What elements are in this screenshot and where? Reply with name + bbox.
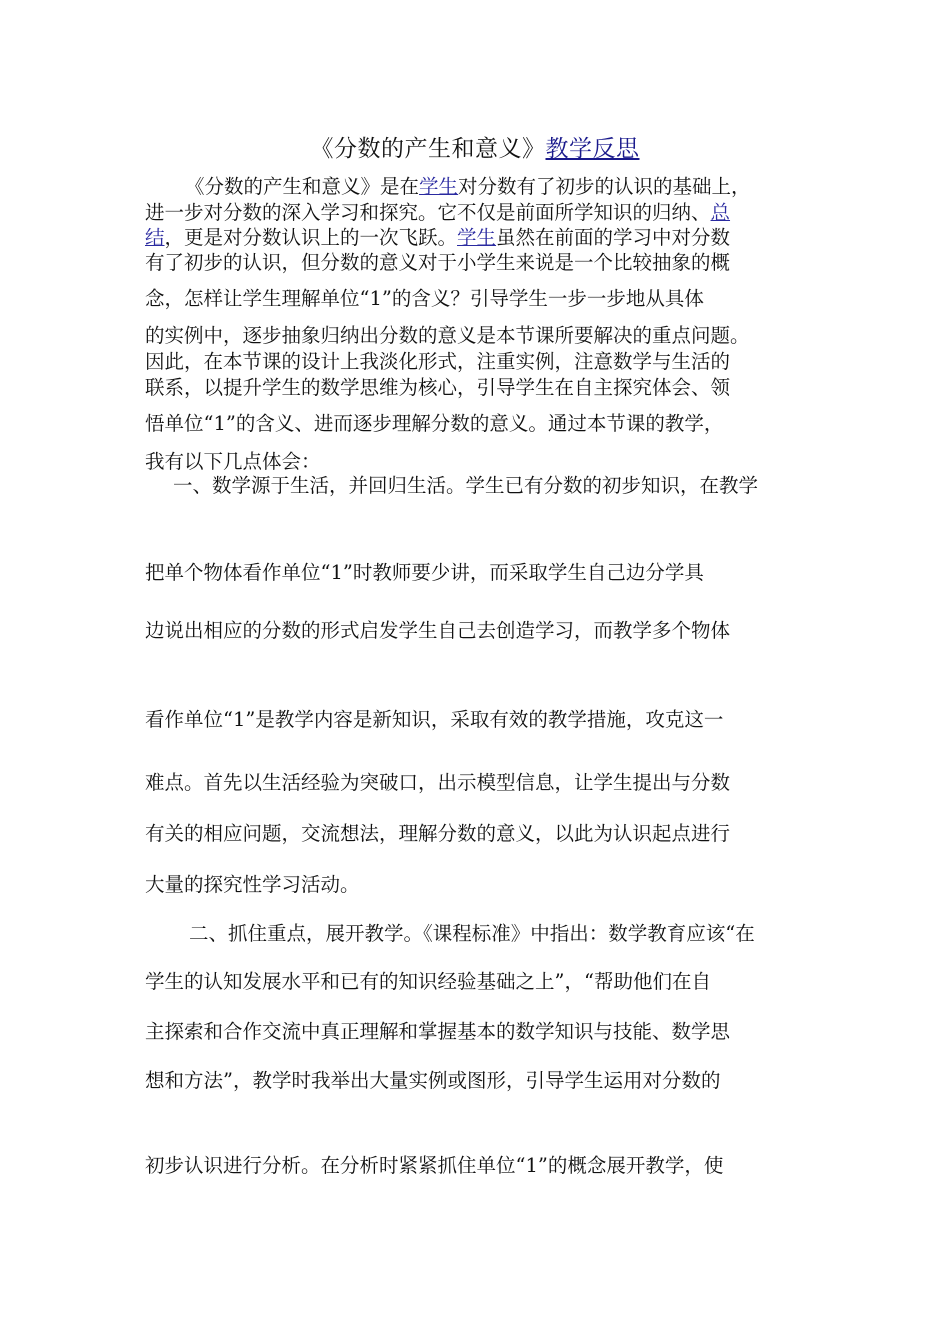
paragraph-line xyxy=(145,1019,815,1045)
paragraph-line xyxy=(185,174,855,200)
paragraph-line xyxy=(145,286,815,312)
paragraph-line xyxy=(145,349,815,375)
paragraph-line xyxy=(145,1068,815,1094)
text-segment: 主探索和合作交流中真正理解和掌握基本的数学知识与技能、数学思 xyxy=(145,1020,731,1043)
text-segment: 学生的认知发展水平和已有的知识经验基础之上”，“帮助他们在自 xyxy=(145,970,711,993)
text-segment: 虽然在前面的学习中对分数 xyxy=(496,226,731,249)
text-segment: 对分数有了初步的认识的基础上， xyxy=(458,175,751,198)
text-segment: 念，怎样让学生理解单位“1”的含义？引导学生一步一步地从具体 xyxy=(145,287,704,310)
text-segment: 有关的相应问题，交流想法，理解分数的意义，以此为认识起点进行 xyxy=(145,822,731,845)
inline-link[interactable]: 结 xyxy=(145,226,165,249)
text-segment: ，更是对分数认识上的一次飞跃。 xyxy=(164,226,458,249)
paragraph-line xyxy=(145,1153,815,1179)
inline-link[interactable]: 总 xyxy=(710,201,731,224)
text-segment: 有了初步的认识，但分数的意义对于小学生来说是一个比较抽象的概 xyxy=(145,251,731,274)
text-segment: 悟单位“1”的含义、进而逐步理解分数的意义。通过本节课的教学， xyxy=(145,412,724,435)
paragraph-line xyxy=(145,872,815,898)
text-segment: 一、数学源于生活，并回归生活。学生已有分数的初步知识，在教学 xyxy=(173,474,759,497)
text-segment: 初步认识进行分析。在分析时紧紧抓住单位“1”的概念展开教学，使 xyxy=(145,1154,724,1177)
text-segment: 把单个物体看作单位“1”时教师要少讲，而采取学生自己边分学具 xyxy=(145,561,704,584)
text-segment: 联系，以提升学生的数学思维为核心，引导学生在自主探究体会、领 xyxy=(145,376,731,399)
paragraph-line xyxy=(173,473,843,499)
paragraph-line xyxy=(145,707,815,733)
paragraph-line xyxy=(145,225,815,251)
paragraph-line xyxy=(145,560,815,586)
text-segment: 边说出相应的分数的形式启发学生自己去创造学习，而教学多个物体 xyxy=(145,619,731,642)
inline-link[interactable]: 学生 xyxy=(457,226,497,249)
text-segment: 二、抓住重点，展开教学。《课程标准》中指出：数学教育应该“在 xyxy=(189,922,755,945)
text-segment: 大量的探究性学习活动。 xyxy=(145,873,360,896)
paragraph-line xyxy=(145,618,815,644)
paragraph-line xyxy=(145,969,815,995)
paragraph-line xyxy=(145,821,815,847)
text-segment: 《分数的产生和意义》是在 xyxy=(185,175,420,198)
text-segment: 想和方法”，教学时我举出大量实例或图形，引导学生运用对分数的 xyxy=(145,1069,721,1092)
paragraph-line xyxy=(145,411,815,437)
text-segment: 看作单位“1”是教学内容是新知识，采取有效的教学措施，攻克这一 xyxy=(145,708,724,731)
text-segment: 难点。首先以生活经验为突破口，出示模型信息，让学生提出与分数 xyxy=(145,771,731,794)
inline-link[interactable]: 学生 xyxy=(419,175,459,198)
paragraph-line xyxy=(145,250,815,276)
paragraph-line xyxy=(145,200,815,226)
paragraph-line xyxy=(145,449,815,475)
document-title xyxy=(0,131,950,167)
paragraph-line xyxy=(145,770,815,796)
text-segment: 因此，在本节课的设计上我淡化形式，注重实例，注意数学与生活的 xyxy=(145,350,731,373)
paragraph-line xyxy=(189,921,859,947)
title-link[interactable]: 教学反思 xyxy=(545,136,640,162)
text-segment: 的实例中，逐步抽象归纳出分数的意义是本节课所要解决的重点问题。 xyxy=(145,324,750,347)
text-segment: 我有以下几点体会： xyxy=(145,450,321,473)
text-segment: 进一步对分数的深入学习和探究。它不仅是前面所学知识的归纳、 xyxy=(145,201,711,224)
title-main-text: 《分数的产生和意义》 xyxy=(310,136,546,162)
paragraph-line xyxy=(145,375,815,401)
paragraph-line xyxy=(145,323,815,349)
